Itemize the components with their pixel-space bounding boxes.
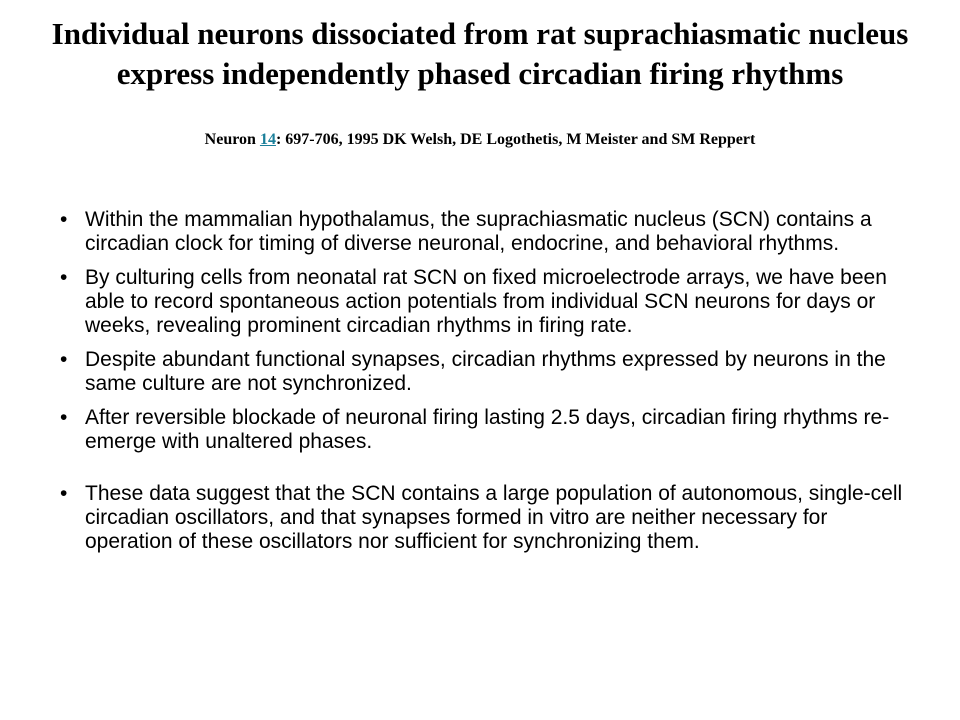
bullet-text: Despite abundant functional synapses, circadian rhythms expressed by neurons in the same culture are not synchronized. [85, 348, 886, 395]
bullet-item [60, 348, 920, 396]
bullet-text: By culturing cells from neonatal rat SCN on fixed microelectrode arrays, we have been able to record spontaneous action potentials from individual SCN neurons for days or weeks, revealing prominent circadian rhythms in firing rate. [85, 266, 887, 337]
bullet-glyph: • [60, 266, 68, 289]
citation-journal: Neuron [204, 131, 260, 148]
bullet-glyph: • [60, 348, 68, 371]
bullet-text: Within the mammalian hypothalamus, the suprachiasmatic nucleus (SCN) contains a circadian clock for timing of diverse neuronal, endocrine, and behavioral rhythms. [85, 208, 872, 255]
bullet-text: These data suggest that the SCN contains a large population of autonomous, single-cell circadian oscillators, and that synapses formed in vitro are neither necessary for operation of these oscillators nor sufficient for synchronizing them. [85, 482, 903, 553]
bullet-glyph: • [60, 208, 68, 231]
bullet-list [60, 208, 920, 564]
bullet-glyph: • [60, 482, 68, 505]
bullet-glyph: • [60, 406, 68, 429]
bullet-item [60, 482, 920, 554]
bullet-item [60, 266, 920, 338]
citation [0, 130, 960, 150]
bullet-item [60, 406, 920, 454]
title-line-1: Individual neurons dissociated from rat suprachiasmatic nucleus [51, 16, 909, 51]
bullet-text: After reversible blockade of neuronal firing lasting 2.5 days, circadian firing rhythms re-emerge with unaltered phases. [85, 406, 890, 453]
citation-details: : 697-706, 1995 DK Welsh, DE Logothetis, M Meister and SM Reppert [275, 131, 756, 148]
bullet-item [60, 208, 920, 256]
page-title [0, 14, 960, 94]
citation-volume-link[interactable]: 14 [259, 131, 276, 148]
title-line-2: express independently phased circadian firing rhythms [116, 56, 844, 91]
